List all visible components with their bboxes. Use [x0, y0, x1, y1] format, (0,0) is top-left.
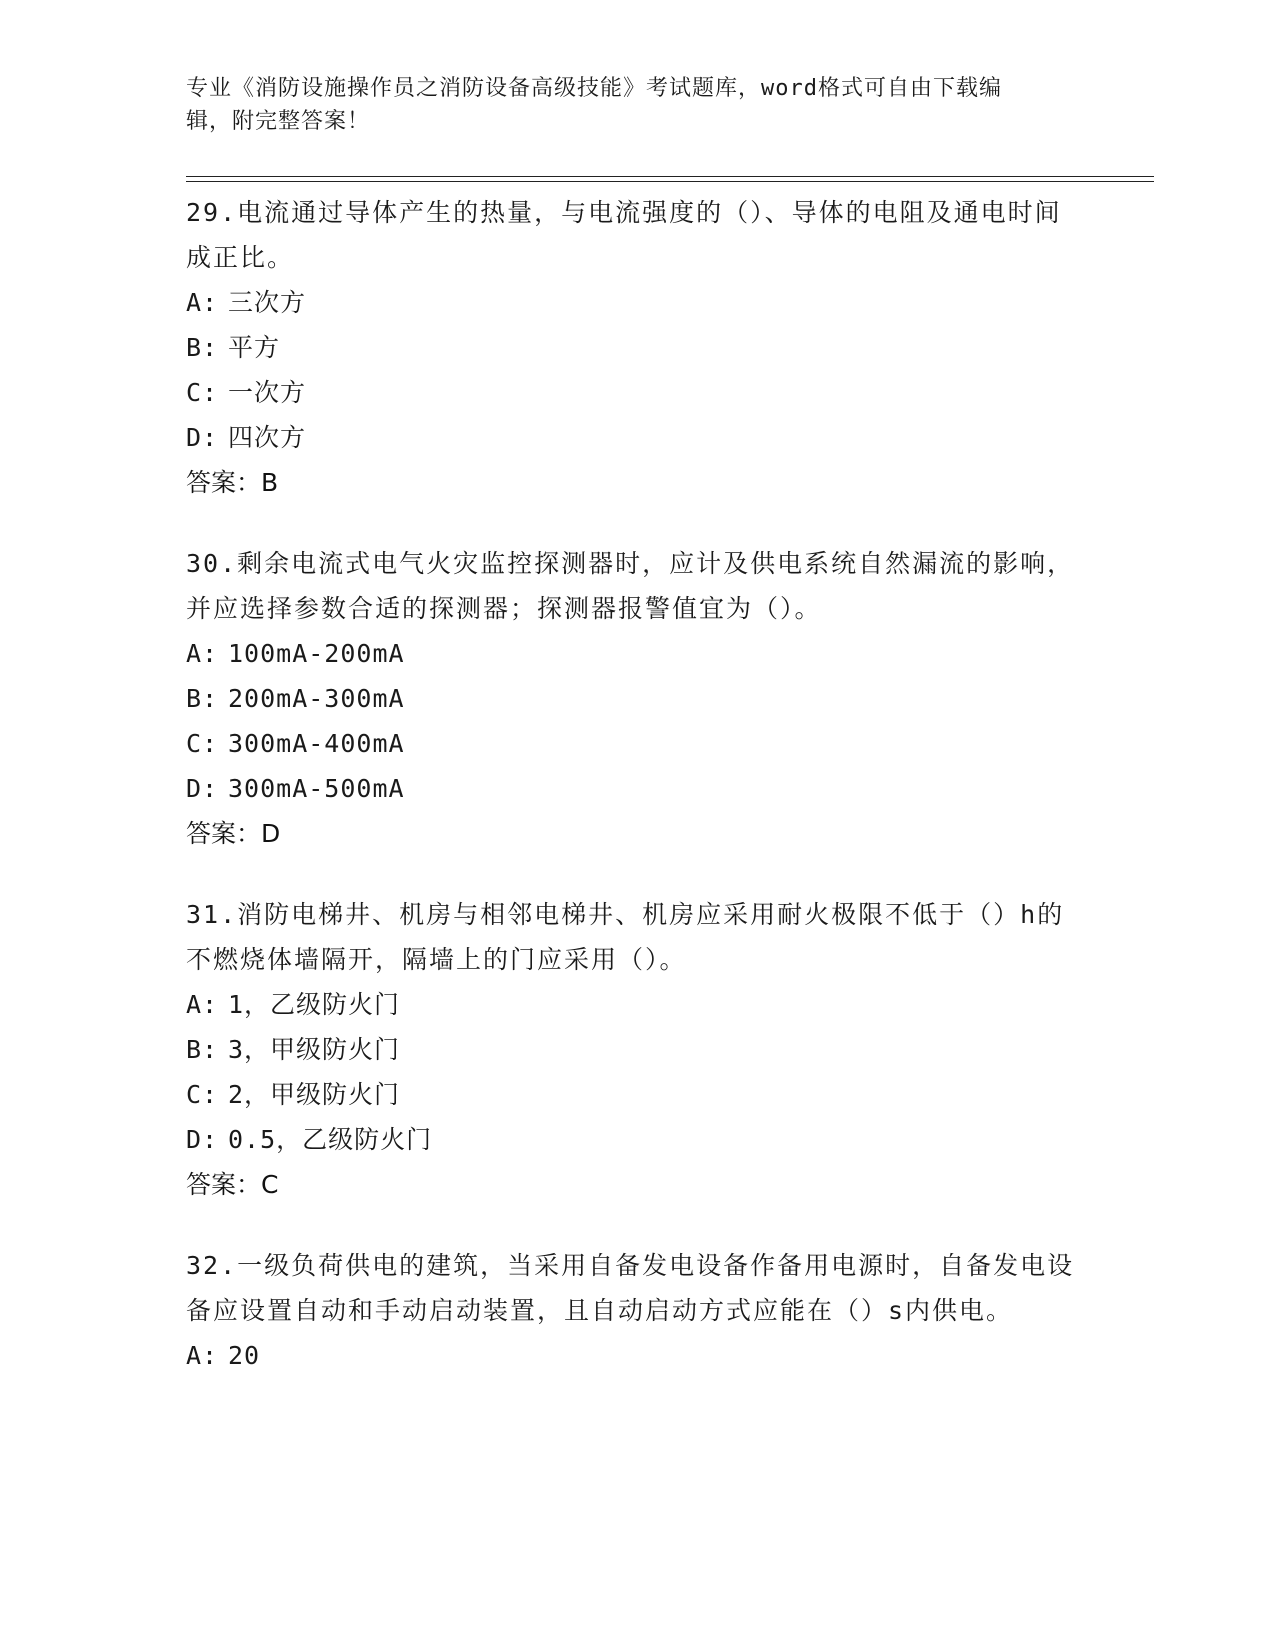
option-c	[186, 1072, 1086, 1117]
option-letter: D:	[186, 774, 219, 803]
header-divider-top	[186, 176, 1154, 177]
option-b	[186, 325, 1086, 370]
option-text: 100mA-200mA	[228, 639, 405, 668]
option-letter: A:	[186, 990, 219, 1019]
option-a	[186, 1333, 1086, 1378]
question-text: 32.一级负荷供电的建筑，当采用自备发电设备作备用电源时，自备发电设备应设置自动和手动启动装置，且自动启动方式应能在（）s内供电。	[186, 1251, 1075, 1325]
option-letter: D:	[186, 423, 219, 452]
question-list	[186, 190, 1086, 1414]
question-29	[186, 190, 1086, 505]
option-text: 300mA-400mA	[228, 729, 405, 758]
option-text: 1，乙级防火门	[228, 990, 401, 1019]
option-letter: C:	[186, 1080, 219, 1109]
option-a	[186, 631, 1086, 676]
option-b	[186, 1027, 1086, 1072]
option-text: 200mA-300mA	[228, 684, 405, 713]
option-letter: C:	[186, 378, 219, 407]
question-31	[186, 892, 1086, 1207]
option-letter: A:	[186, 639, 219, 668]
option-a	[186, 280, 1086, 325]
answer-line: 答案：C	[186, 1170, 279, 1199]
option-letter: D:	[186, 1125, 219, 1154]
option-d	[186, 766, 1086, 811]
document-header	[186, 72, 1066, 138]
question-text: 30.剩余电流式电气火灾监控探测器时，应计及供电系统自然漏流的影响，并应选择参数合适的探测器；探测器报警值宜为（）。	[186, 549, 1075, 623]
question-text: 29.电流通过导体产生的热量，与电流强度的（）、导体的电阻及通电时间成正比。	[186, 198, 1062, 272]
option-a	[186, 982, 1086, 1027]
option-letter: B:	[186, 1035, 219, 1064]
option-text: 3，甲级防火门	[228, 1035, 401, 1064]
option-text: 平方	[228, 333, 281, 362]
option-text: 2，甲级防火门	[228, 1080, 401, 1109]
option-letter: B:	[186, 684, 219, 713]
option-letter: B:	[186, 333, 219, 362]
header-divider-bottom	[186, 181, 1154, 182]
option-d	[186, 1117, 1086, 1162]
question-30	[186, 541, 1086, 856]
question-32	[186, 1243, 1086, 1378]
option-text: 20	[228, 1341, 261, 1370]
option-letter: A:	[186, 1341, 219, 1370]
option-letter: C:	[186, 729, 219, 758]
option-text: 0.5，乙级防火门	[228, 1125, 433, 1154]
option-c	[186, 721, 1086, 766]
option-text: 一次方	[228, 378, 307, 407]
option-d	[186, 415, 1086, 460]
option-text: 三次方	[228, 288, 307, 317]
answer-line: 答案：B	[186, 468, 279, 497]
header-line-1: 专业《消防设施操作员之消防设备高级技能》考试题库，word格式可自由下载编	[186, 76, 1002, 101]
answer-line: 答案：D	[186, 819, 281, 848]
option-b	[186, 676, 1086, 721]
option-c	[186, 370, 1086, 415]
question-text: 31.消防电梯井、机房与相邻电梯井、机房应采用耐火极限不低于（）h的不燃烧体墙隔开，隔墙上的门应采用（）。	[186, 900, 1065, 974]
option-letter: A:	[186, 288, 219, 317]
option-text: 四次方	[228, 423, 307, 452]
header-line-2: 辑，附完整答案！	[186, 109, 371, 134]
option-text: 300mA-500mA	[228, 774, 405, 803]
